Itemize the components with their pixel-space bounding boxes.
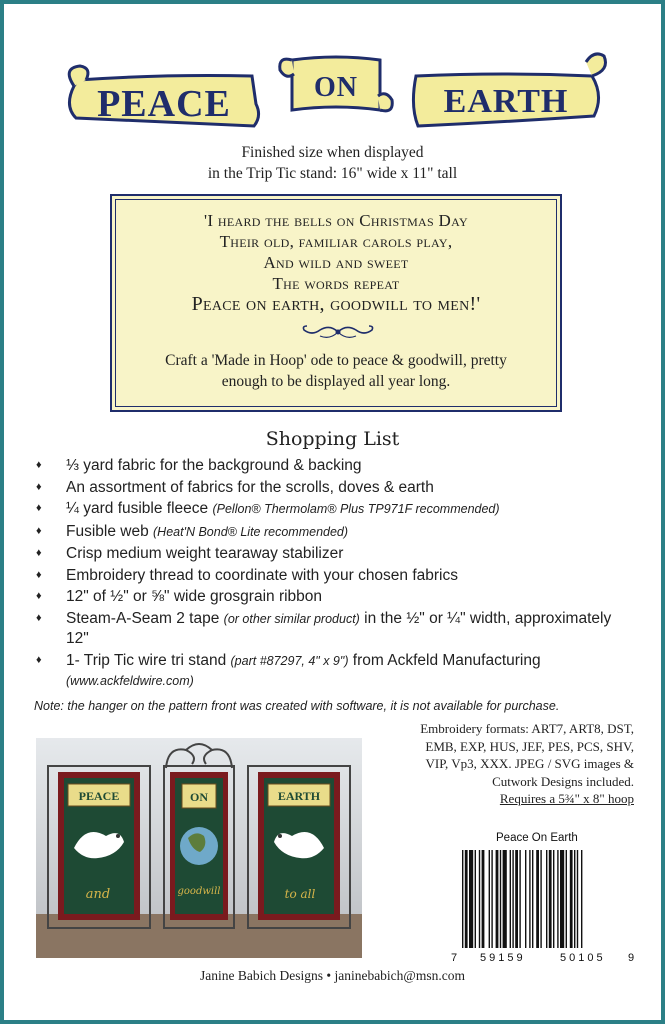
craft-line1: Craft a 'Made in Hoop' ode to peace & goodwill, pretty [165,352,507,369]
craft-line2: enough to be displayed all year long. [221,373,451,390]
barcode-bar [469,850,473,948]
hoop-requirement: Requires a 5¾" x 8" hoop [499,791,634,806]
barcode-bar [482,850,485,948]
finished-size-line1: Finished size when displayed [241,144,424,161]
quote-text [112,210,560,315]
panel-on-label: ON [190,790,208,804]
item-note: (Pellon® Thermolam® Plus TP971F recommended) [212,502,500,516]
item-note: (or other similar product) [223,611,360,626]
barcode-bar [500,850,501,948]
barcode-bar [462,850,463,948]
title-banner [64,46,609,142]
barcode-bar [536,850,539,948]
quote-box [110,194,562,412]
list-item: ♦ 12" of ½" or ⅝" wide grosgrain ribbon [36,587,636,607]
embroidery-formats: Embroidery formats: ART7, ART8, DST, EMB, EXP, HUS, JEF, PES, PCS, SHV, VIP, Vp3, XXX. JPEG / SVG images & Cutwork Designs included. Requires a 5¾" x 8" hoop [364,720,634,808]
title-word-earth: EARTH [443,83,569,120]
list-item: ♦ 1- Trip Tic wire tri stand (part #87297, 4" x 9") from Ackfeld Manufacturing (www.ackfeldwire.com) [36,651,636,692]
flourish-ornament [300,322,376,342]
barcode-bar [515,850,518,948]
barcode-bar [475,850,476,948]
barcode-bar [503,850,507,948]
barcode-digit-last: 9 [628,952,635,964]
panel-earth [258,772,340,920]
title-word-on: ON [314,72,358,103]
barcode-bar [560,850,564,948]
list-item: ♦ Embroidery thread to coordinate with your chosen fabrics [36,566,636,586]
upc-barcode [460,850,636,954]
barcode-bar [566,850,567,948]
quote-line: Their old, familiar carols play, [219,232,453,251]
barcode-bar [479,850,480,948]
barcode-bar [532,850,533,948]
barcode-bar [577,850,578,948]
project-photo [36,738,362,958]
craft-description [112,350,560,392]
barcode-bar [510,850,511,948]
finished-size-text [4,142,661,184]
barcode-bar [529,850,530,948]
quote-line: And wild and sweet [263,253,409,272]
list-item: ♦ ⅓ yard fabric for the background & backing [36,456,636,476]
footnote: Note: the hanger on the pattern front was created with software, it is not available for purchase. [34,699,560,713]
panel-earth-label: EARTH [277,789,321,803]
list-item: ♦ Crisp medium weight tearaway stabilizer [36,544,636,564]
barcode-bar [570,850,573,948]
list-item: ♦ An assortment of fabrics for the scrolls, doves & earth [36,478,636,498]
barcode-bar [525,850,526,948]
panel-peace-script: and [85,887,111,902]
barcode-bar [574,850,575,948]
barcode-bar [549,850,552,948]
quote-line: The words repeat [272,274,400,293]
finished-size-line2: in the Trip Tic stand: 16" wide x 11" tall [207,165,458,182]
barcode-title: Peace On Earth [496,832,578,844]
barcode-bar [519,850,520,948]
barcode-bar [581,850,582,948]
barcode-bar [540,850,541,948]
list-item: ♦ ¼ yard fusible fleece (Pellon® Thermolam® Plus TP971F recommended) [36,499,636,520]
panel-on [170,772,228,920]
panel-on-script: goodwill [177,886,221,897]
barcode-digit-first: 7 [451,952,458,964]
barcode-bar [557,850,558,948]
shopping-list [36,456,636,694]
panel-peace [58,772,140,920]
shopping-list-heading: Shopping List [265,428,400,450]
barcode-bar [553,850,554,948]
barcode-bar [465,850,468,948]
footer-contact: Janine Babich Designs • janinebabich@msn.com [200,968,465,983]
quote-closing: Peace on earth, goodwill to men!' [191,293,481,315]
barcode-bar [512,850,513,948]
panel-earth-script: to all [284,887,316,901]
barcode-bar [489,850,490,948]
panel-peace-label: PEACE [78,789,120,803]
item-note: (www.ackfeldwire.com) [66,674,194,688]
barcode-group2: 50105 [560,952,606,964]
barcode-group1: 59159 [480,952,526,964]
barcode-bar [491,850,492,948]
title-word-peace: PEACE [97,83,231,125]
list-item: ♦ Fusible web (Heat'N Bond® Lite recommended) [36,522,636,543]
quote-line: 'I heard the bells on Christmas Day [204,211,468,230]
item-note: (part #87297, 4" x 9") [230,653,349,668]
barcode-bar [496,850,499,948]
list-item: ♦ Steam-A-Seam 2 tape (or other similar product) in the ½" or ¼" width, approximately 12" [36,609,636,649]
item-note: (Heat'N Bond® Lite recommended) [153,524,349,539]
barcode-bar [546,850,547,948]
